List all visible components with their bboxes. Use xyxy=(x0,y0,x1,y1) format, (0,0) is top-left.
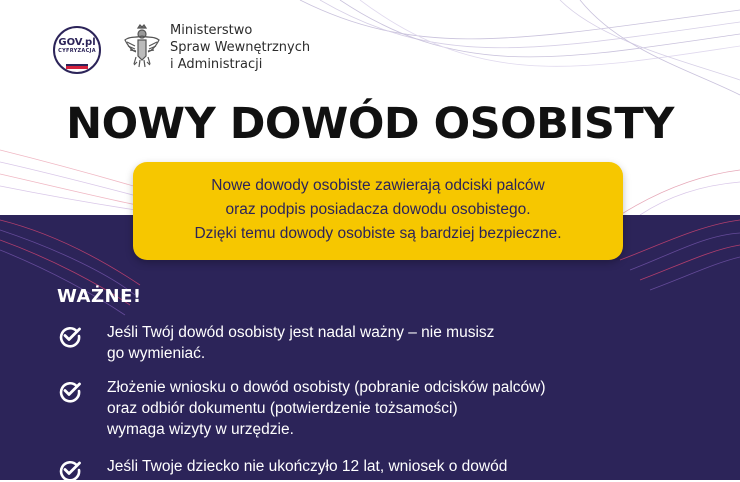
check-circle-icon xyxy=(58,324,82,348)
list-item-line: Jeśli Twój dowód osobisty jest nadal ważny – nie musisz xyxy=(107,324,495,341)
ministry-line-2: Spraw Wewnętrznych xyxy=(170,40,311,55)
ministry-line-3: i Administracji xyxy=(170,57,263,72)
page-title: NOWY DOWÓD OSOBISTY xyxy=(66,99,674,149)
ministry-line-1: Ministerstwo xyxy=(170,23,253,38)
important-heading: WAŻNE! xyxy=(57,286,142,307)
list-item-text xyxy=(107,456,697,477)
list-item-text xyxy=(107,322,697,364)
list-item-line: wymaga wizyty w urzędzie. xyxy=(107,421,294,438)
gov-pl-logo xyxy=(53,26,101,74)
gov-logo-text: GOV.pl xyxy=(58,37,96,48)
info-line-2: oraz podpis posiadacza dowodu osobistego. xyxy=(225,201,531,218)
info-line-3: Dzięki temu dowody osobiste są bardziej bezpieczne. xyxy=(194,225,562,242)
info-line-1: Nowe dowody osobiste zawierają odciski palców xyxy=(211,177,545,194)
gov-logo-subtext: CYFRYZACJA xyxy=(58,48,96,54)
list-item-line: go wymieniać. xyxy=(107,345,206,362)
list-item-text xyxy=(107,377,697,440)
ministry-name xyxy=(170,22,310,73)
info-box xyxy=(133,162,623,260)
check-circle-icon xyxy=(58,458,82,482)
list-item-line: oraz odbiór dokumentu (potwierdzenie tożsamości) xyxy=(107,400,458,417)
eagle-emblem-icon xyxy=(122,24,162,70)
list-item-line: Jeśli Twoje dziecko nie ukończyło 12 lat, wniosek o dowód xyxy=(107,458,508,475)
flag-stripe xyxy=(66,64,88,69)
check-circle-icon xyxy=(58,379,82,403)
list-item-line: Złożenie wniosku o dowód osobisty (pobranie odcisków palców) xyxy=(107,379,546,396)
